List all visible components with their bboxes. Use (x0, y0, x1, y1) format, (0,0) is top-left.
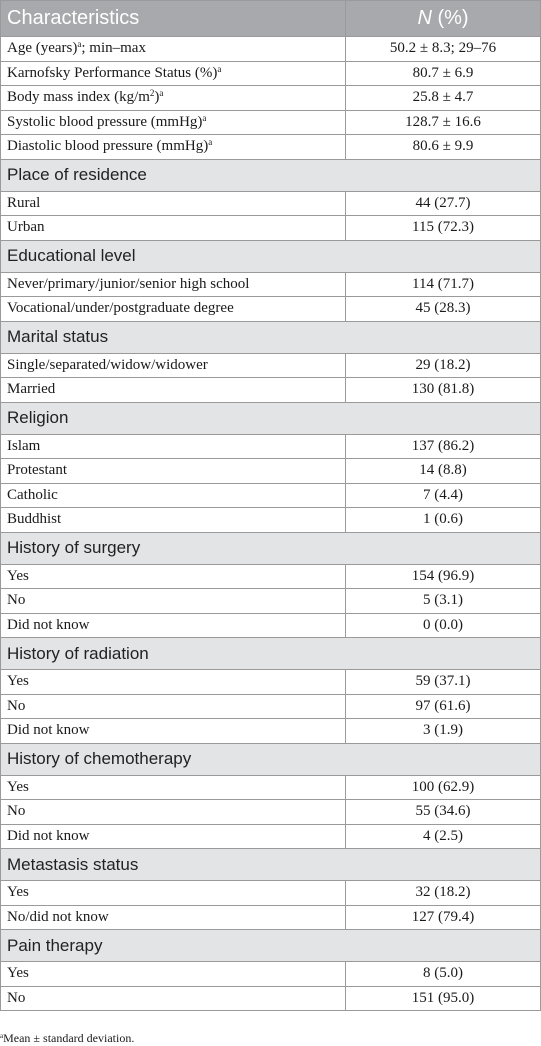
row-label (1, 824, 346, 849)
section-header-row (1, 638, 541, 670)
row-label (1, 459, 346, 484)
table-row (1, 378, 541, 403)
row-label-text: No (7, 592, 26, 609)
header-n-percent (346, 1, 541, 37)
row-label-text: Did not know (7, 616, 90, 633)
row-label (1, 719, 346, 744)
table-row (1, 962, 541, 987)
row-label (1, 297, 346, 322)
row-label (1, 613, 346, 638)
row-label-text: Body mass index (kg/m (7, 89, 150, 106)
row-label (1, 353, 346, 378)
row-label (1, 272, 346, 297)
row-label (1, 110, 346, 135)
table-row (1, 191, 541, 216)
row-value: 3 (1.9) (346, 719, 541, 744)
row-label-text: Yes (7, 884, 29, 901)
row-label (1, 378, 346, 403)
table-row (1, 110, 541, 135)
row-label (1, 135, 346, 160)
row-value: 45 (28.3) (346, 297, 541, 322)
row-label (1, 86, 346, 111)
row-label-text: Rural (7, 194, 41, 211)
section-header-row (1, 743, 541, 775)
row-value: 97 (61.6) (346, 694, 541, 719)
row-value: 80.7 ± 6.9 (346, 61, 541, 86)
row-label (1, 37, 346, 62)
row-label-superscript: 2 (149, 88, 155, 99)
table-row (1, 272, 541, 297)
row-label-text: Diastolic blood pressure (mmHg) (7, 138, 209, 155)
row-label (1, 694, 346, 719)
section-title: Place of residence (1, 159, 541, 191)
table-row (1, 483, 541, 508)
table-row (1, 775, 541, 800)
section-title: Educational level (1, 240, 541, 272)
table-row (1, 86, 541, 111)
row-label (1, 564, 346, 589)
row-label-text: Catholic (7, 486, 58, 503)
row-label (1, 775, 346, 800)
row-label-text: Single/separated/widow/widower (7, 356, 208, 373)
table-row (1, 670, 541, 695)
row-label-text: Age (years) (7, 40, 78, 57)
row-value: 8 (5.0) (346, 962, 541, 987)
table-body (1, 37, 541, 1011)
row-label-text: Married (7, 381, 56, 398)
row-value: 50.2 ± 8.3; 29–76 (346, 37, 541, 62)
row-value: 55 (34.6) (346, 800, 541, 825)
row-value: 44 (27.7) (346, 191, 541, 216)
table-row (1, 434, 541, 459)
section-header-row (1, 849, 541, 881)
row-label-text: Karnofsky Performance Status (%) (7, 64, 218, 81)
table-row (1, 824, 541, 849)
row-label (1, 191, 346, 216)
section-header-row (1, 930, 541, 962)
table-row (1, 719, 541, 744)
row-label (1, 962, 346, 987)
section-title: Marital status (1, 321, 541, 353)
table-row (1, 905, 541, 930)
row-label-text: Did not know (7, 827, 90, 844)
row-label-suffix: ; min–max (81, 40, 146, 57)
row-value: 59 (37.1) (346, 670, 541, 695)
section-title: History of radiation (1, 638, 541, 670)
row-value: 128.7 ± 16.6 (346, 110, 541, 135)
row-label (1, 589, 346, 614)
row-label-text: Systolic blood pressure (mmHg) (7, 113, 203, 130)
row-label-superscript: a (202, 112, 207, 123)
table-header-row (1, 1, 541, 37)
row-value: 154 (96.9) (346, 564, 541, 589)
row-label-text: No (7, 803, 26, 820)
section-title: Religion (1, 402, 541, 434)
row-value: 137 (86.2) (346, 434, 541, 459)
row-value: 130 (81.8) (346, 378, 541, 403)
table-row (1, 61, 541, 86)
row-value: 32 (18.2) (346, 881, 541, 906)
section-header-row (1, 402, 541, 434)
row-value: 115 (72.3) (346, 216, 541, 241)
row-value: 1 (0.6) (346, 508, 541, 533)
table-row (1, 508, 541, 533)
row-value: 4 (2.5) (346, 824, 541, 849)
row-label (1, 905, 346, 930)
footnote-marker: a (0, 1032, 4, 1040)
table-row (1, 694, 541, 719)
section-header-row (1, 240, 541, 272)
row-label (1, 216, 346, 241)
row-label-text: No (7, 697, 26, 714)
row-label-text: Never/primary/junior/senior high school (7, 275, 250, 292)
section-title: History of surgery (1, 532, 541, 564)
section-header-row (1, 532, 541, 564)
section-title: History of chemotherapy (1, 743, 541, 775)
row-value: 127 (79.4) (346, 905, 541, 930)
row-label-text: No/did not know (7, 908, 109, 925)
header-n-label: N (417, 7, 432, 29)
row-value: 100 (62.9) (346, 775, 541, 800)
row-label (1, 986, 346, 1011)
table-row (1, 986, 541, 1011)
row-label (1, 483, 346, 508)
table-row (1, 564, 541, 589)
table-row (1, 613, 541, 638)
table-row (1, 135, 541, 160)
row-value: 29 (18.2) (346, 353, 541, 378)
row-label-text: Vocational/under/postgraduate degree (7, 300, 234, 317)
row-value: 0 (0.0) (346, 613, 541, 638)
section-header-row (1, 159, 541, 191)
table-row (1, 459, 541, 484)
row-label-text: Yes (7, 778, 29, 795)
row-value: 14 (8.8) (346, 459, 541, 484)
table-row (1, 37, 541, 62)
table-row (1, 589, 541, 614)
table-row (1, 216, 541, 241)
section-header-row (1, 321, 541, 353)
row-label (1, 670, 346, 695)
table-row (1, 800, 541, 825)
row-value: 80.6 ± 9.9 (346, 135, 541, 160)
row-label (1, 881, 346, 906)
row-label-footnote-marker: a (159, 88, 164, 99)
row-label-suffix: ) (154, 89, 160, 106)
header-characteristics: Characteristics (1, 1, 346, 37)
row-label-text: Islam (7, 437, 41, 454)
row-label-superscript: a (208, 137, 213, 148)
table-row (1, 297, 541, 322)
row-label-text: Buddhist (7, 511, 62, 528)
row-label (1, 508, 346, 533)
row-label-text: Protestant (7, 462, 67, 479)
row-value: 151 (95.0) (346, 986, 541, 1011)
row-label-superscript: a (217, 63, 222, 74)
table-row (1, 353, 541, 378)
section-title: Metastasis status (1, 849, 541, 881)
footnote-text: Mean ± standard deviation. (3, 1031, 135, 1045)
row-label (1, 61, 346, 86)
row-label-text: Yes (7, 567, 29, 584)
table-row (1, 881, 541, 906)
row-value: 5 (3.1) (346, 589, 541, 614)
row-label-text: No (7, 989, 26, 1006)
row-label-text: Yes (7, 673, 29, 690)
row-value: 25.8 ± 4.7 (346, 86, 541, 111)
row-label (1, 800, 346, 825)
header-percent-label: (%) (431, 7, 469, 29)
row-label-text: Yes (7, 965, 29, 982)
row-label-superscript: a (77, 39, 82, 50)
row-label-text: Urban (7, 219, 45, 236)
row-label (1, 434, 346, 459)
section-title: Pain therapy (1, 930, 541, 962)
row-value: 7 (4.4) (346, 483, 541, 508)
row-value: 114 (71.7) (346, 272, 541, 297)
row-label-text: Did not know (7, 722, 90, 739)
